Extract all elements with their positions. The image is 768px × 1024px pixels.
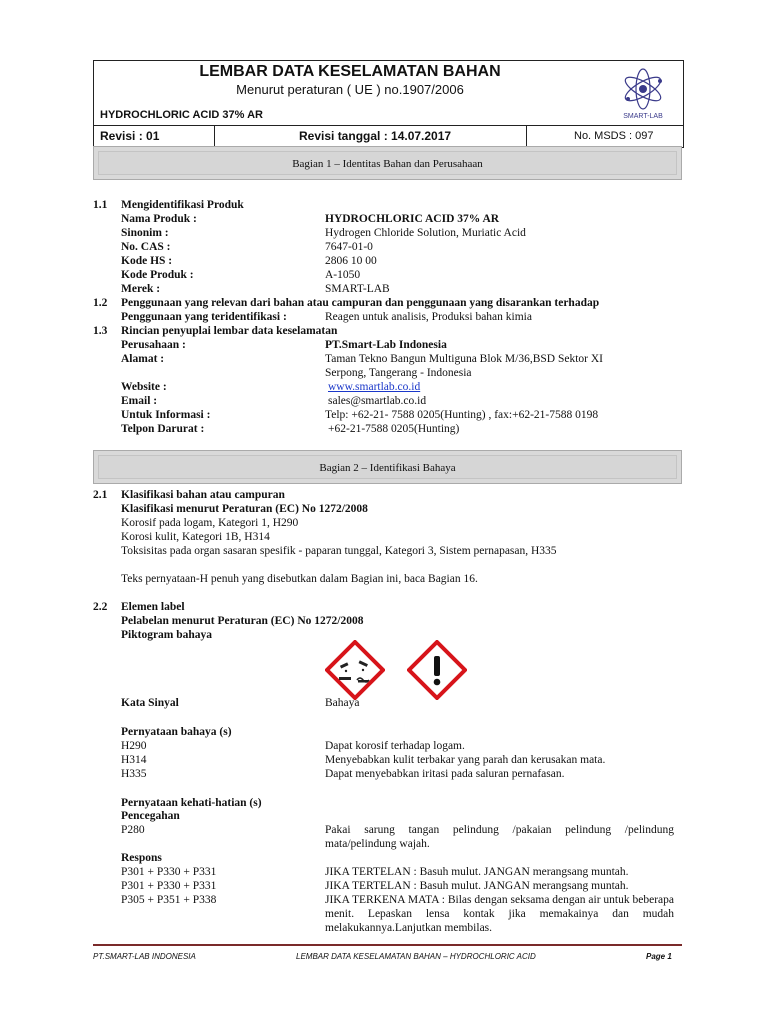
field-label: Merek : xyxy=(121,283,161,295)
corrosion-pictogram-icon xyxy=(325,640,385,700)
footer-company: PT.SMART-LAB INDONESIA xyxy=(93,952,196,961)
document-subtitle: Menurut peraturan ( UE ) no.1907/2006 xyxy=(236,82,464,97)
footer-title: LEMBAR DATA KESELAMATAN BAHAN – HYDROCHLORIC ACID xyxy=(296,952,536,961)
field-value: Taman Tekno Bangun Multiguna Blok M/36,BSD Sektor XI xyxy=(325,353,603,365)
precaution-code: P305 + P351 + P338 xyxy=(121,894,217,906)
field-value: +62-21-7588 0205(Hunting) xyxy=(328,423,460,435)
field-label: Penggunaan yang teridentifikasi : xyxy=(121,311,287,323)
exclamation-pictogram-icon xyxy=(407,640,467,700)
section-subheading: Piktogram bahaya xyxy=(121,629,213,641)
field-label: Perusahaan : xyxy=(121,339,186,351)
product-heading: HYDROCHLORIC ACID 37% AR xyxy=(100,109,263,121)
svg-text:SMART-LAB: SMART-LAB xyxy=(623,113,663,120)
field-value: Hydrogen Chloride Solution, Muriatic Acid xyxy=(325,227,526,239)
field-value: Reagen untuk analisis, Produksi bahan kimia xyxy=(325,311,532,323)
section-subheading: Respons xyxy=(121,852,162,864)
footer-page-number: Page 1 xyxy=(646,952,672,961)
field-value: Serpong, Tangerang - Indonesia xyxy=(325,367,472,379)
field-label: Kode Produk : xyxy=(121,269,194,281)
hazard-code: H335 xyxy=(121,768,147,780)
section-heading: Mengidentifikasi Produk xyxy=(121,199,244,211)
section-heading: Klasifikasi bahan atau campuran xyxy=(121,489,285,501)
revision-date: Revisi tanggal : 14.07.2017 xyxy=(299,129,452,143)
field-label: Website : xyxy=(121,381,167,393)
document-header xyxy=(93,60,684,148)
precaution-text: Pakai sarung tangan pelindung /pakaian pelindung /pelindung mata/pelindung wajah. xyxy=(325,824,674,850)
classification-line: Toksisitas pada organ sasaran spesifik - paparan tunggal, Kategori 3, Sistem pernapasan, H335 xyxy=(121,545,557,557)
field-value: A-1050 xyxy=(325,269,361,281)
revision-number: Revisi : 01 xyxy=(100,129,160,143)
classification-line: Korosif pada logam, Kategori 1, H290 xyxy=(121,517,299,529)
section-number: 1.3 xyxy=(93,325,108,337)
field-label: Email : xyxy=(121,395,158,407)
field-value: 2806 10 00 xyxy=(325,255,377,267)
note-text: Teks pernyataan-H penuh yang disebutkan dalam Bagian ini, baca Bagian 16. xyxy=(121,573,478,585)
section-1-bar xyxy=(93,146,682,180)
hazard-text: Dapat menyebabkan iritasi pada saluran pernafasan. xyxy=(325,768,565,780)
section-heading: Elemen label xyxy=(121,601,185,613)
field-label: No. CAS : xyxy=(121,241,171,253)
hazard-text: Menyebabkan kulit terbakar yang parah dan kerusakan mata. xyxy=(325,754,606,766)
field-label: Untuk Informasi : xyxy=(121,409,211,421)
section-subheading: Pencegahan xyxy=(121,810,180,822)
precaution-code: P301 + P330 + P331 xyxy=(121,866,217,878)
section-number: 1.2 xyxy=(93,297,108,309)
website-link[interactable]: www.smartlab.co.id xyxy=(328,381,421,393)
section-subheading: Pelabelan menurut Peraturan (EC) No 1272/2008 xyxy=(121,615,364,627)
precaution-text: JIKA TERKENA MATA : Bilas dengan seksama dengan air untuk beberapa menit. Lepaskan lensa kontak jika memakainya dan mudah melakukannya.Lanjutkan membilas. xyxy=(325,894,674,934)
msds-number: No. MSDS : 097 xyxy=(574,130,654,142)
section-2-bar xyxy=(93,450,682,484)
field-value: HYDROCHLORIC ACID 37% AR xyxy=(325,213,500,225)
hazard-text: Dapat korosif terhadap logam. xyxy=(325,740,465,752)
field-label: Kata Sinyal xyxy=(121,697,179,709)
hazard-code: H314 xyxy=(121,754,147,766)
footer-divider xyxy=(93,944,682,946)
field-value: sales@smartlab.co.id xyxy=(328,395,427,407)
section-subheading: Klasifikasi menurut Peraturan (EC) No 1272/2008 xyxy=(121,503,368,515)
precaution-text: JIKA TERTELAN : Basuh mulut. JANGAN merangsang muntah. xyxy=(325,866,629,878)
revision-row xyxy=(94,125,683,146)
field-value: Bahaya xyxy=(325,697,360,709)
section-1-title: Bagian 1 – Identitas Bahan dan Perusahaan xyxy=(98,151,677,175)
section-number: 2.1 xyxy=(93,489,108,501)
document-title: LEMBAR DATA KESELAMATAN BAHAN xyxy=(199,63,501,80)
section-number: 1.1 xyxy=(93,199,108,211)
precaution-text: JIKA TERTELAN : Basuh mulut. JANGAN merangsang muntah. xyxy=(325,880,629,892)
hazard-code: H290 xyxy=(121,740,147,752)
classification-line: Korosi kulit, Kategori 1B, H314 xyxy=(121,531,270,543)
field-label: Nama Produk : xyxy=(121,213,197,225)
field-value: PT.Smart-Lab Indonesia xyxy=(325,339,447,351)
precaution-code: P301 + P330 + P331 xyxy=(121,880,217,892)
section-subheading: Pernyataan bahaya (s) xyxy=(121,726,232,738)
smart-lab-logo xyxy=(608,63,678,121)
section-2-title: Bagian 2 – Identifikasi Bahaya xyxy=(98,455,677,479)
field-label: Alamat : xyxy=(121,353,165,365)
field-label: Sinonim : xyxy=(121,227,169,239)
section-number: 2.2 xyxy=(93,601,108,613)
field-value: 7647-01-0 xyxy=(325,241,373,253)
field-value: Telp: +62-21- 7588 0205(Hunting) , fax:+62-21-7588 0198 xyxy=(325,409,599,421)
field-value: SMART-LAB xyxy=(325,283,390,295)
precaution-code: P280 xyxy=(121,824,145,836)
section-heading: Penggunaan yang relevan dari bahan atau campuran dan penggunaan yang disarankan terhadap xyxy=(121,297,600,309)
section-subheading: Pernyataan kehati-hatian (s) xyxy=(121,797,262,809)
field-label: Kode HS : xyxy=(121,255,173,267)
field-label: Telpon Darurat : xyxy=(121,423,205,435)
section-heading: Rincian penyuplai lembar data keselamatan xyxy=(121,325,338,337)
